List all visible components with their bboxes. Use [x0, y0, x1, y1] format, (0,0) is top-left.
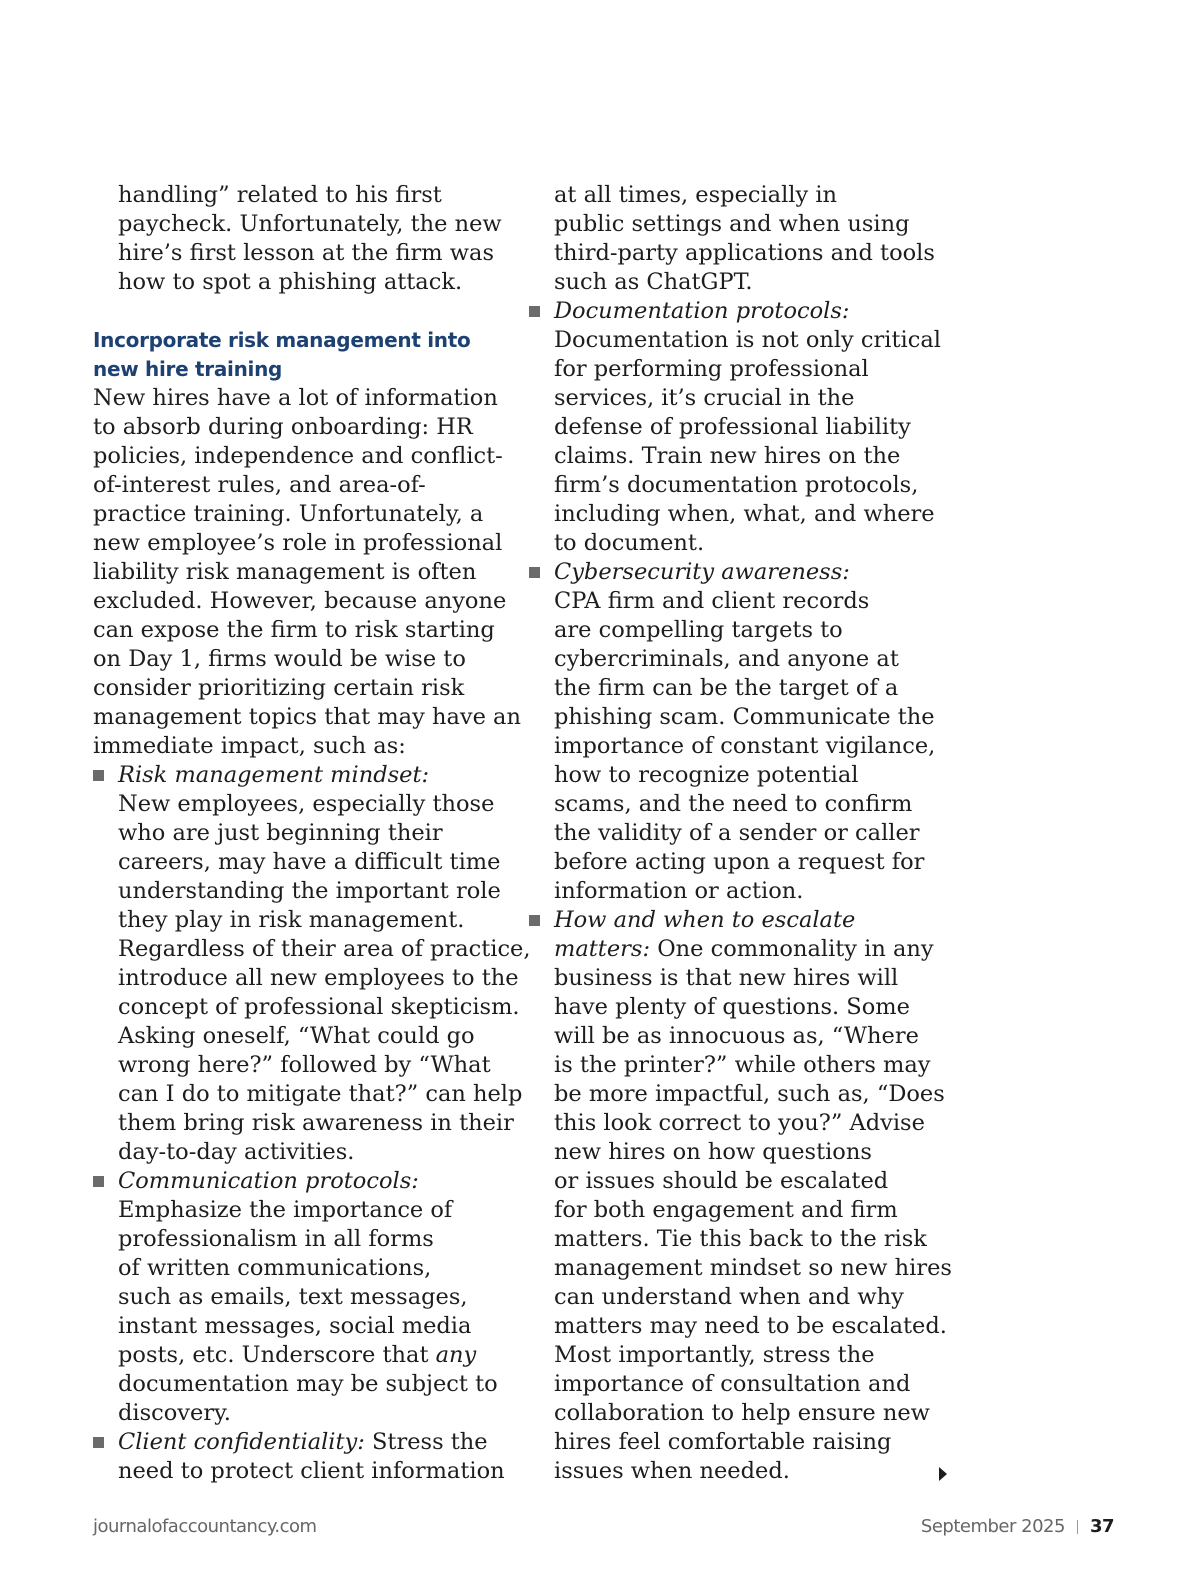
bullet-title: Client confidentiality:: [118, 1429, 365, 1455]
text-line: matters may need to be escalated.: [554, 1313, 947, 1339]
text-line: how to recognize potential: [554, 762, 859, 788]
text-line: careers, may have a difficult time: [118, 849, 501, 875]
text-line: policies, independence and conflict-: [93, 443, 503, 469]
text-line: or issues should be escalated: [554, 1168, 889, 1194]
text-line: such as ChatGPT.: [554, 269, 753, 295]
footer-right: [921, 1516, 1114, 1537]
text-fragment: posts, etc. Underscore that: [118, 1342, 436, 1368]
text-line: for both engagement and firm: [554, 1197, 898, 1223]
text-line: need to protect client information: [118, 1458, 505, 1484]
text-line: Documentation is not only critical: [554, 327, 941, 353]
text-line: phishing scam. Communicate the: [554, 704, 935, 730]
square-bullet-icon: [529, 915, 540, 926]
text-line: collaboration to help ensure new: [554, 1400, 930, 1426]
bullet-client-confidentiality: [93, 1428, 513, 1486]
triangle-right-icon: [939, 1467, 947, 1481]
text-line: public settings and when using: [554, 211, 910, 237]
text-line: management topics that may have an: [93, 704, 521, 730]
text-line: this look correct to you?” Advise: [554, 1110, 925, 1136]
bullet-communication-protocols: [93, 1167, 513, 1428]
text-line: paycheck. Unfortunately, the new: [118, 211, 502, 237]
text-line: scams, and the need to confirm: [554, 791, 913, 817]
bullet-documentation-protocols: [529, 297, 939, 558]
square-bullet-icon: [93, 1437, 104, 1448]
text-line: be more impactful, such as, “Does: [554, 1081, 945, 1107]
text-line: documentation may be subject to: [118, 1371, 498, 1397]
text-line: importance of consultation and: [554, 1371, 911, 1397]
text-line: before acting upon a request for: [554, 849, 925, 875]
text-line: how to spot a phishing attack.: [118, 269, 463, 295]
bullet-title: How and when to escalate: [554, 907, 856, 933]
text-line: liability risk management is often: [93, 559, 477, 585]
text-line: at all times, especially in: [554, 182, 838, 208]
text-line: New hires have a lot of information: [93, 385, 498, 411]
text-line: matters. Tie this back to the risk: [554, 1226, 927, 1252]
bullet-risk-management-mindset: [93, 761, 531, 1167]
bullet-title: Cybersecurity awareness:: [554, 559, 850, 585]
text-line: hires feel comfortable raising: [554, 1429, 892, 1455]
text-line: including when, what, and where: [554, 501, 935, 527]
text-fragment: Stress the: [364, 1429, 488, 1455]
text-line: third-party applications and tools: [554, 240, 935, 266]
bullet-title: Documentation protocols:: [554, 298, 850, 324]
text-line: excluded. However, because anyone: [93, 588, 507, 614]
text-line: New employees, especially those: [118, 791, 495, 817]
footer-divider: [1077, 1520, 1078, 1534]
text-line: hire’s first lesson at the firm was: [118, 240, 494, 266]
footer-date: September 2025: [920, 1516, 1065, 1537]
text-line: new hires on how questions: [554, 1139, 872, 1165]
emphasis: any: [435, 1342, 477, 1368]
right-column: [529, 181, 952, 1486]
text-line: can understand when and why: [554, 1284, 904, 1310]
text-line: information or action.: [554, 878, 804, 904]
text-line: issues when needed.: [554, 1458, 790, 1484]
text-line: consider prioritizing certain risk: [93, 675, 465, 701]
text-line: have plenty of questions. Some: [554, 994, 910, 1020]
text-line: of-interest rules, and area-of-: [93, 472, 426, 498]
text-line: concept of professional skepticism.: [118, 994, 520, 1020]
text-line: to document.: [554, 530, 705, 556]
text-line: claims. Train new hires on the: [554, 443, 901, 469]
text-line: CPA firm and client records: [554, 588, 870, 614]
square-bullet-icon: [93, 1176, 104, 1187]
square-bullet-icon: [529, 306, 540, 317]
text-line: Regardless of their area of practice,: [118, 936, 531, 962]
text-line: services, it’s crucial in the: [554, 385, 855, 411]
bullet-title: Communication protocols:: [118, 1168, 419, 1194]
footer-site: journalofaccountancy.com: [93, 1516, 317, 1537]
text-line: [118, 1428, 513, 1457]
page-number: 37: [1089, 1516, 1114, 1537]
text-line: immediate impact, such as:: [93, 733, 406, 759]
text-line: practice training. Unfortunately, a: [93, 501, 484, 527]
text-line: they play in risk management.: [118, 907, 465, 933]
text-line: will be as innocuous as, “Where: [554, 1023, 919, 1049]
left-column: [93, 181, 531, 1486]
text-line: firm’s documentation protocols,: [554, 472, 919, 498]
heading-line: Incorporate risk management into: [93, 328, 471, 352]
text-line: day-to-day activities.: [118, 1139, 355, 1165]
text-line: defense of professional liability: [554, 414, 911, 440]
text-line: importance of constant vigilance,: [554, 733, 936, 759]
bullet-escalate-matters: [529, 906, 952, 1486]
text-line: them bring risk awareness in their: [118, 1110, 514, 1136]
square-bullet-icon: [529, 567, 540, 578]
text-line: professionalism in all forms: [118, 1226, 434, 1252]
text-line: of written communications,: [118, 1255, 432, 1281]
heading-line: new hire training: [93, 357, 283, 381]
text-line: Asking oneself, “What could go: [118, 1023, 475, 1049]
text-line: Emphasize the importance of: [118, 1197, 453, 1223]
text-line: instant messages, social media: [118, 1313, 472, 1339]
text-line: discovery.: [118, 1400, 231, 1426]
text-line: on Day 1, firms would be wise to: [93, 646, 466, 672]
text-line: introduce all new employees to the: [118, 965, 519, 991]
text-line: the validity of a sender or caller: [554, 820, 920, 846]
text-line: cybercriminals, and anyone at: [554, 646, 899, 672]
text-line: wrong here?” followed by “What: [118, 1052, 491, 1078]
text-line: who are just beginning their: [118, 820, 443, 846]
body-paragraph: [93, 384, 521, 761]
text-line: understanding the important role: [118, 878, 501, 904]
text-line: handling” related to his first: [118, 182, 442, 208]
continued-paragraph: [529, 181, 939, 297]
text-line: [554, 935, 939, 964]
bullet-title-cont: matters:: [554, 936, 651, 962]
text-line: the firm can be the target of a: [554, 675, 899, 701]
bullet-title: Risk management mindset:: [118, 762, 430, 788]
text-line: to absorb during onboarding: HR: [93, 414, 473, 440]
text-line: [118, 1341, 513, 1370]
text-line: are compelling targets to: [554, 617, 843, 643]
text-line: can I do to mitigate that?” can help: [118, 1081, 523, 1107]
text-line: new employee’s role in professional: [93, 530, 503, 556]
text-line: is the printer?” while others may: [554, 1052, 931, 1078]
bullet-cybersecurity-awareness: [529, 558, 939, 906]
text-line: Most importantly, stress the: [554, 1342, 875, 1368]
text-line: such as emails, text messages,: [118, 1284, 468, 1310]
intro-paragraph: [93, 181, 513, 297]
text-line: management mindset so new hires: [554, 1255, 952, 1281]
text-line: can expose the firm to risk starting: [93, 617, 495, 643]
square-bullet-icon: [93, 770, 104, 781]
text-fragment: One commonality in any: [650, 936, 934, 962]
section-heading: [93, 326, 513, 384]
text-line: for performing professional: [554, 356, 869, 382]
text-line: business is that new hires will: [554, 965, 899, 991]
